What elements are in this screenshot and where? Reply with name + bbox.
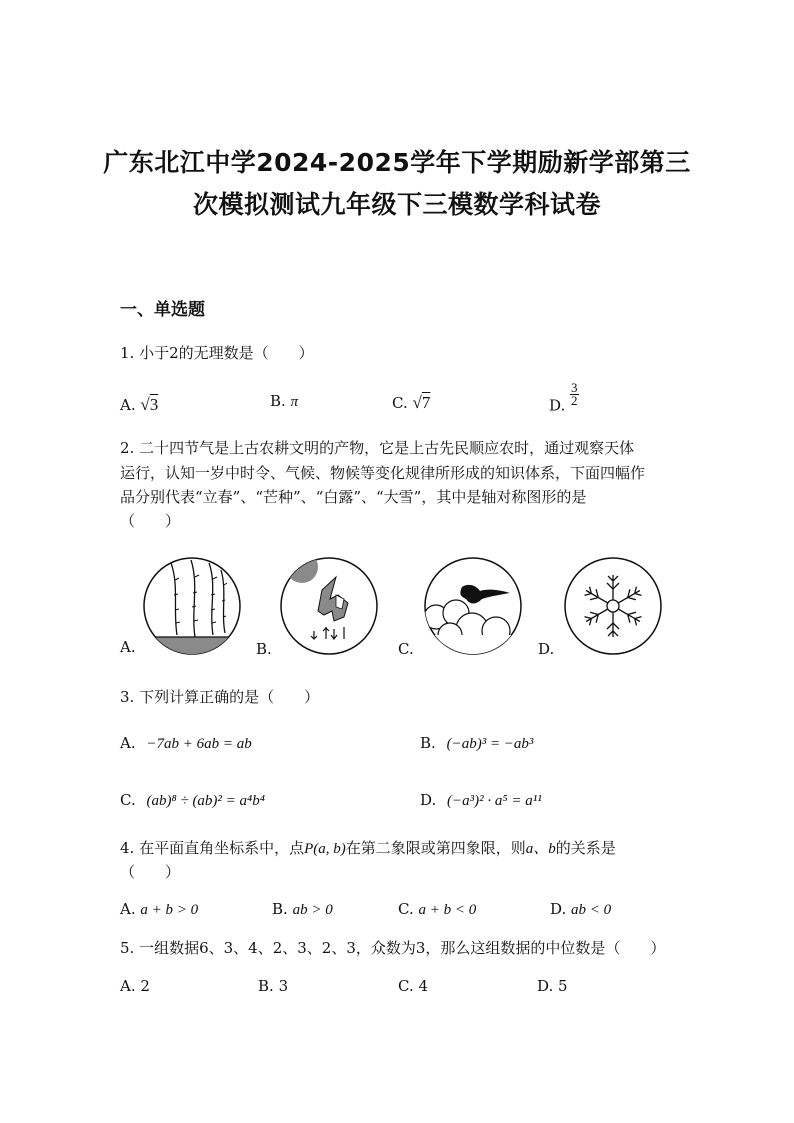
sqrt-3: √3 xyxy=(140,395,159,414)
question-2-line-3: 品分别代表“立春”、“芒种”、“白露”、“大雪”，其中是轴对称图形的是 xyxy=(120,488,587,506)
goose-over-clouds-figure xyxy=(422,555,524,657)
q3-option-d xyxy=(420,791,542,810)
q5-option-d: D. 5 xyxy=(537,977,568,995)
expression: (ab)⁸ ÷ (ab)² = a⁴b⁴ xyxy=(146,793,265,809)
question-5-stem: 5. 一组数据6、3、4、2、3、2、3，众数为3，那么这组数据的中位数是（ ） xyxy=(120,939,666,957)
option-label: D. xyxy=(420,791,437,809)
house-and-sun-figure xyxy=(278,555,380,657)
q4-option-c: C. a + b < 0 xyxy=(398,900,477,918)
q2-option-c-label: C. xyxy=(398,640,414,658)
q5-option-a: A. 2 xyxy=(120,977,150,995)
variables-a-b: a、b xyxy=(525,841,556,857)
q2-option-d-label: D. xyxy=(538,640,555,658)
question-2-line-2: 运行，认知一岁中时令、气候、物候等变化规律所形成的知识体系，下面四幅作 xyxy=(120,464,646,482)
expression: (−a³)² · a⁵ = a¹¹ xyxy=(447,793,542,809)
question-2-line-4: （ ） xyxy=(120,512,181,530)
sqrt-7: √7 xyxy=(412,393,431,412)
q1-option-b xyxy=(270,392,298,411)
exam-title-line-1: 广东北江中学2024-2025学年下学期励新学部第三 xyxy=(103,148,691,177)
question-4-line-2: （ ） xyxy=(120,863,181,881)
option-label: B. xyxy=(420,734,436,752)
snowflake-figure xyxy=(562,555,664,657)
q2-option-a-label: A. xyxy=(120,638,136,656)
question-1-stem: 1. 小于2的无理数是（ ） xyxy=(120,344,314,362)
section-heading-single-choice: 一、单选题 xyxy=(120,300,205,320)
q3-option-b xyxy=(420,734,533,753)
q5-option-b: B. 3 xyxy=(258,977,289,995)
option-label: B. xyxy=(270,392,286,410)
option-label: C. xyxy=(392,394,408,412)
expression: −7ab + 6ab = ab xyxy=(146,736,252,752)
q1-option-c xyxy=(392,393,430,413)
exam-title-line-2: 次模拟测试九年级下三模数学科试卷 xyxy=(192,190,601,219)
q1-option-a xyxy=(120,395,158,415)
q3-option-c xyxy=(120,791,265,810)
willow-branches-figure xyxy=(141,555,243,657)
q5-option-c: C. 4 xyxy=(398,977,429,995)
q1-option-d xyxy=(549,382,579,415)
fraction-3-2: $\frac{3}{2}$ xyxy=(571,380,578,408)
option-label: A. xyxy=(120,396,136,414)
option-label: A. xyxy=(120,734,136,752)
question-4-stem: 4. 在平面直角坐标系中，点P(a, b)在第二象限或第四象限，则a、b的关系是 xyxy=(120,839,616,857)
option-label: D. xyxy=(549,396,566,415)
point-p: P(a, b) xyxy=(304,841,346,857)
pi-value: π xyxy=(290,394,299,410)
q4-option-b: B. ab > 0 xyxy=(272,900,333,918)
question-2-line-1: 2. 二十四节气是上古农耕文明的产物，它是上古先民顺应农时，通过观察天体 xyxy=(120,439,635,457)
q4-option-d: D. ab < 0 xyxy=(550,900,612,918)
option-label: C. xyxy=(120,791,136,809)
question-3-stem: 3. 下列计算正确的是（ ） xyxy=(120,688,320,706)
q3-option-a xyxy=(120,734,252,753)
q2-option-b-label: B. xyxy=(256,640,272,658)
expression: (−ab)³ = −ab³ xyxy=(446,736,534,752)
q4-option-a: A. a + b > 0 xyxy=(120,900,199,918)
